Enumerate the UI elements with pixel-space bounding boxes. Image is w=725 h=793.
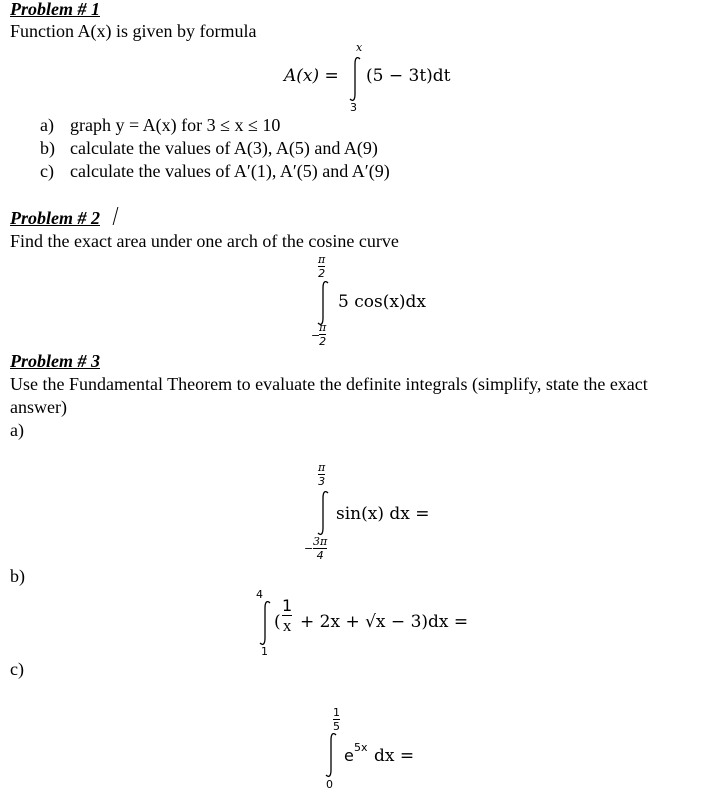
p3-b-frac-den: x <box>282 616 292 635</box>
p3-a-integral-sign <box>316 490 330 536</box>
problem-3-title: Problem # 3 <box>10 351 100 371</box>
p3-c-integrand-rest: dx = <box>374 746 415 766</box>
p3-a-lower <box>313 536 327 561</box>
p3-c-upper-num: 1 <box>333 706 340 719</box>
problem-1-intro: Function A(x) is given by formula <box>10 21 257 41</box>
p2-integral-sign <box>316 280 330 326</box>
text-cursor <box>113 207 119 225</box>
p3-c-upper <box>333 707 340 732</box>
p3-c-upper-den: 5 <box>333 720 340 733</box>
p1-integrand: (5 − 3t)dt <box>366 66 451 86</box>
p3-c-lower: 0 <box>326 778 333 791</box>
p2-integral-upper <box>318 254 325 279</box>
problem-2-title: Problem # 2 <box>10 208 100 228</box>
problem-3-intro-line2: answer) <box>10 397 67 417</box>
p3-c-exponent: 5x <box>354 741 368 754</box>
p2-upper-den: 2 <box>318 267 326 280</box>
p3-b-frac-num: 1 <box>282 596 293 615</box>
p1-item-a-text: graph y = A(x) for 3 ≤ x ≤ 10 <box>70 115 281 135</box>
p3-a-upper-den: 3 <box>318 475 326 488</box>
p3-a-lower-den: 4 <box>316 549 324 562</box>
p1-item-a-label: a) <box>40 115 54 135</box>
problem-2-intro: Find the exact area under one arch of the cosine curve <box>10 231 399 251</box>
p2-integrand: 5 cos(x)dx <box>338 292 427 312</box>
p3-b-integral-sign <box>258 600 272 646</box>
p1-item-b-text: calculate the values of A(3), A(5) and A(9) <box>70 138 378 158</box>
p1-item-b-label: b) <box>40 138 55 158</box>
p1-integral-sign <box>348 56 362 102</box>
p3-a-label: a) <box>10 420 24 440</box>
problem-1-title: Problem # 1 <box>10 0 100 19</box>
p1-integral-upper: x <box>356 41 363 54</box>
p3-b-label: b) <box>10 566 25 586</box>
problem-3-intro-line1: Use the Fundamental Theorem to evaluate the definite integrals (simplify, state the exact <box>10 374 648 394</box>
p3-a-lower-num: 3π <box>313 535 328 548</box>
p3-a-upper <box>318 462 325 487</box>
p3-c-integral-sign <box>324 732 338 778</box>
p2-lower-sign: − <box>311 329 321 342</box>
p2-lower-num: π <box>319 321 327 334</box>
p3-a-upper-num: π <box>318 461 326 474</box>
p3-c-label: c) <box>10 659 24 679</box>
p3-b-integrand-rest: + 2x + √x − 3)dx = <box>300 612 469 632</box>
p2-lower-den: 2 <box>319 335 327 348</box>
p3-c-base: e <box>344 746 354 765</box>
p3-a-integrand: sin(x) dx = <box>336 504 430 524</box>
p1-item-c-text: calculate the values of A′(1), A′(5) and A′(9) <box>70 161 390 181</box>
p1-item-c-label: c) <box>40 161 54 181</box>
p1-formula-lhs: A(x) = <box>284 66 339 86</box>
p3-b-upper: 4 <box>256 588 263 601</box>
p2-upper-num: π <box>318 253 326 266</box>
p3-b-open-paren: ( <box>274 612 281 632</box>
p3-b-lower: 1 <box>261 645 268 658</box>
p3-a-lower-sign: − <box>304 542 314 555</box>
p1-integral-lower: 3 <box>350 101 357 114</box>
p2-integral-lower <box>319 322 326 347</box>
p3-b-fraction <box>282 598 292 634</box>
